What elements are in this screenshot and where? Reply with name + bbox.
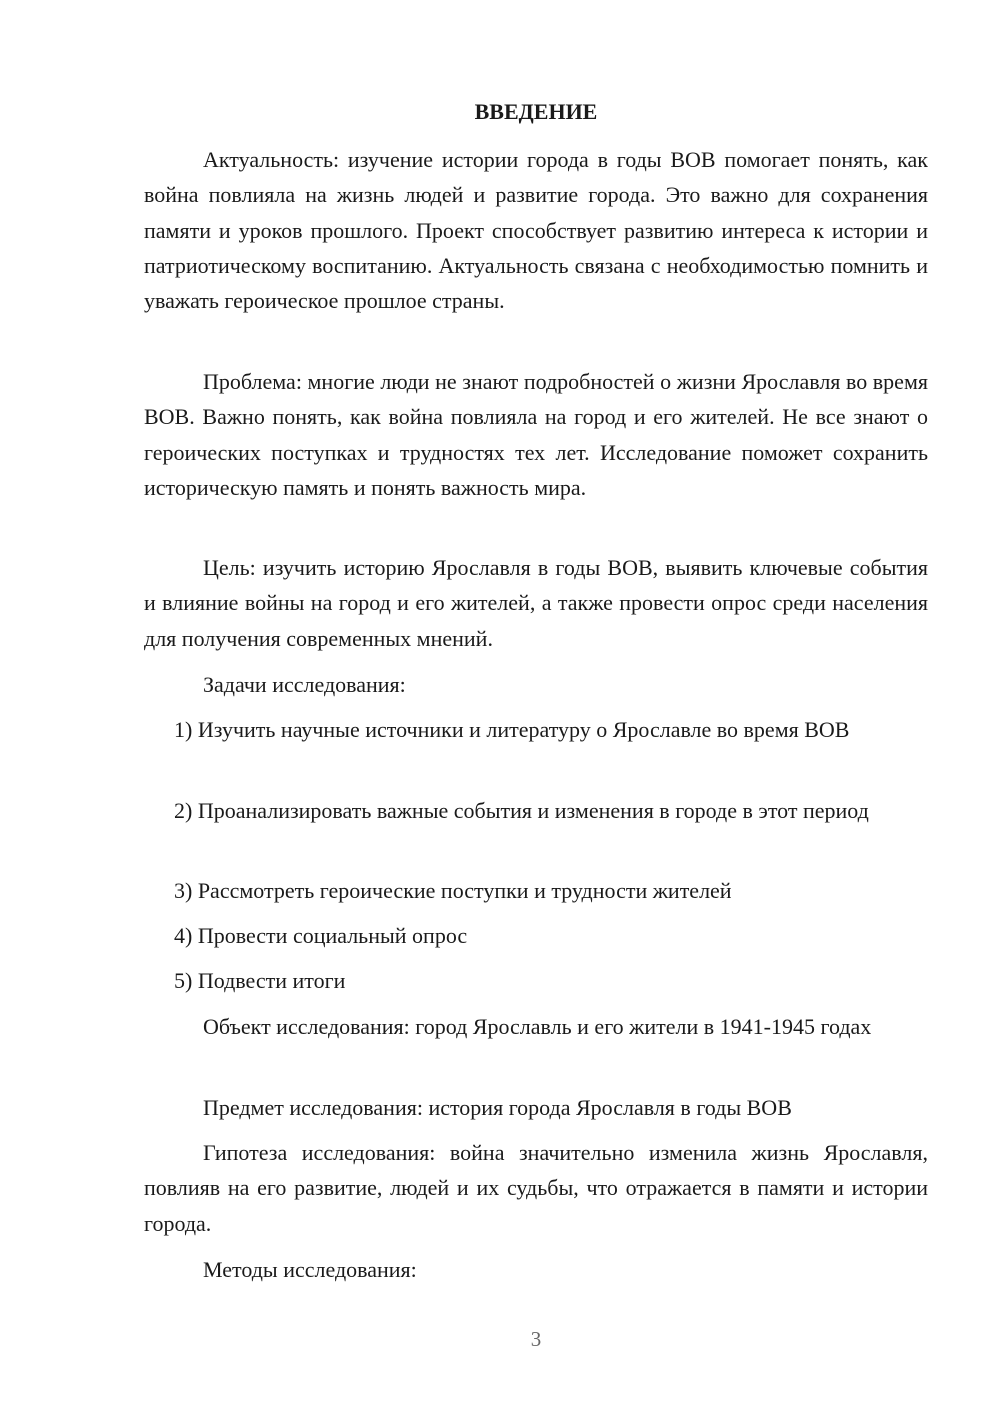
section-heading: ВВЕДЕНИЕ <box>474 99 598 124</box>
page-number: 3 <box>530 1327 542 1351</box>
task-item-2: 2) Проанализировать важные события и изменения в городе в этот период <box>174 798 869 823</box>
task-item-3: 3) Рассмотреть героические поступки и трудности жителей <box>174 878 732 903</box>
hypothesis-paragraph: Гипотеза исследования: война значительно изменила жизнь Ярославля, повлияв на его развитие, людей и их судьбы, что отражается в памяти и истории города. <box>144 1140 928 1236</box>
goal-paragraph: Цель: изучить историю Ярославля в годы ВОВ, выявить ключевые события и влияние войны на город и его жителей, а также провести опрос среди населения для получения современных мнений. <box>144 555 928 651</box>
tasks-title: Задачи исследования: <box>203 672 406 697</box>
relevance-paragraph: Актуальность: изучение истории города в годы ВОВ помогает понять, как война повлияла на жизнь людей и развитие города. Это важно для сохранения памяти и уроков прошлого. Проект способствует развитию интереса к истории и патриотическому воспитанию. Актуальность связана с необходимостью помнить и уважать героическое прошлое страны. <box>144 147 928 314</box>
subject-paragraph: Предмет исследования: история города Ярославля в годы ВОВ <box>203 1095 792 1120</box>
object-paragraph: Объект исследования: город Ярославль и его жители в 1941-1945 годах <box>203 1014 872 1039</box>
task-item-4: 4) Провести социальный опрос <box>174 923 468 948</box>
task-item-5: 5) Подвести итоги <box>174 968 346 993</box>
problem-paragraph: Проблема: многие люди не знают подробностей о жизни Ярославля во время ВОВ. Важно понять, как война повлияла на город и его жителей. Не все знают о героических поступках и трудностях тех лет. Исследование поможет сохранить историческую память и понять важность мира. <box>144 369 928 500</box>
task-item-1: 1) Изучить научные источники и литературу о Ярославле во время ВОВ <box>174 717 850 742</box>
methods-title: Методы исследования: <box>203 1257 417 1282</box>
